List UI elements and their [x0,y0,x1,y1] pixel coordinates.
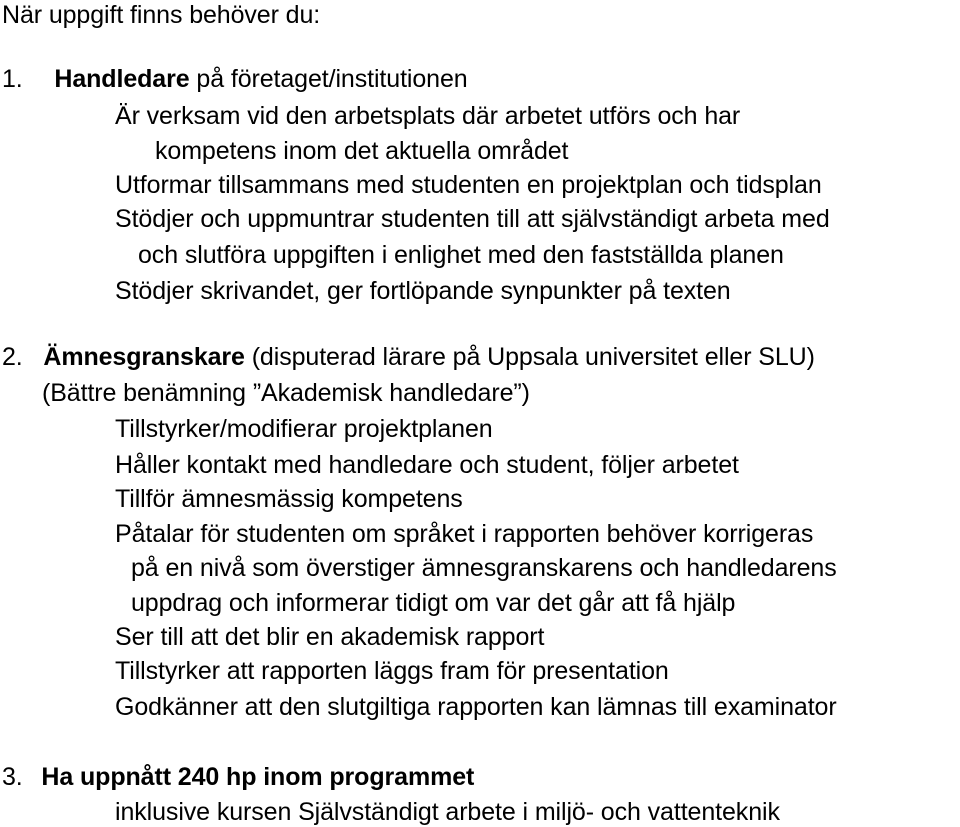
section-3-heading [2,762,474,792]
section-1-title: Handledare [54,65,190,93]
section-1-item: Utformar tillsammans med studenten en projektplan och tidsplan [115,171,822,199]
section-2-heading [2,342,815,372]
section-2-item: Håller kontakt med handledare och student, följer arbetet [115,451,739,479]
section-2-item: på en nivå som överstiger ämnesgranskarens och handledarens [131,554,837,582]
section-1-title-rest: på företaget/institutionen [189,65,468,93]
section-3-title: Ha uppnått 240 hp inom programmet [41,763,475,791]
section-1-item: Stödjer och uppmuntrar studenten till att självständigt arbeta med [115,205,830,233]
section-2-number: 2. [2,343,23,371]
section-1-item: kompetens inom det aktuella området [155,137,569,165]
section-2-item: Tillstyrker att rapporten läggs fram för presentation [115,657,669,685]
section-1-number: 1. [2,65,23,93]
section-2-title-rest: (disputerad lärare på Uppsala universitet eller SLU) [244,343,815,371]
section-3-number: 3. [2,763,23,791]
intro-text: När uppgift finns behöver du: [2,1,321,29]
section-2-item: Tillstyrker/modifierar projektplanen [115,415,493,443]
section-1-item: och slutföra uppgiften i enlighet med den fastställda planen [138,241,784,269]
section-2-title: Ämnesgranskare [43,343,245,371]
section-2-item: Ser till att det blir en akademisk rapport [115,623,545,651]
section-1-item: Stödjer skrivandet, ger fortlöpande synpunkter på texten [115,277,731,305]
section-1-item: Är verksam vid den arbetsplats där arbetet utförs och har [115,102,741,130]
section-1-heading [2,64,468,94]
section-2-item: uppdrag och informerar tidigt om var det går att få hjälp [131,589,736,617]
section-2-item: Godkänner att den slutgiltiga rapporten kan lämnas till examinator [115,693,837,721]
section-2-item: Tillför ämnesmässig kompetens [115,485,463,513]
section-2-item: Påtalar för studenten om språket i rapporten behöver korrigeras [115,520,814,548]
section-3-item: inklusive kursen Självständigt arbete i miljö- och vattenteknik [115,798,780,826]
section-2-subtitle: (Bättre benämning ”Akademisk handledare”) [42,379,530,407]
